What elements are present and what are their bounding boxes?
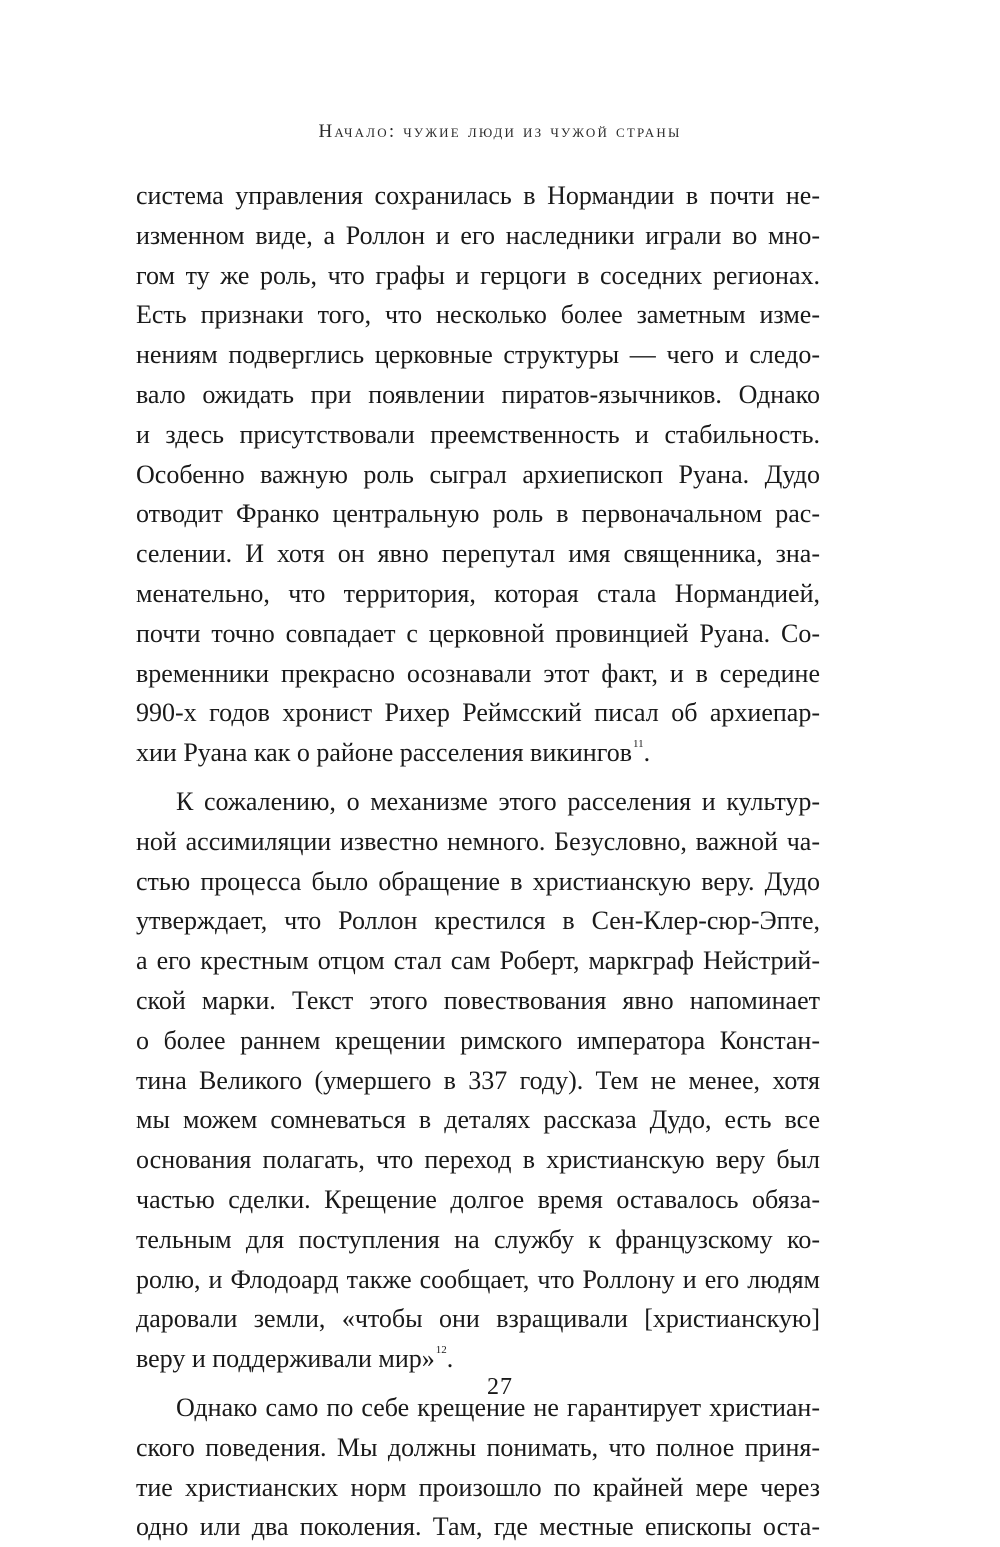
paragraph (136, 1388, 820, 1547)
text-line: нениям подверглись церковные структуры — чего и следо- (136, 340, 820, 370)
line-text: хии Руана как о районе расселения викингов (136, 738, 632, 768)
page-number: 27 (487, 1374, 513, 1400)
text-line (136, 1339, 820, 1379)
text-line: ной ассимиляции известно немного. Безусловно, важной ча- (136, 826, 820, 856)
line-text: веру и поддерживали мир» (136, 1344, 435, 1374)
text-line: даровали земли, «чтобы они взращивали [христианскую] (136, 1304, 820, 1334)
text-line: тие христианских норм произошло по крайней мере через (136, 1472, 820, 1502)
text-line: стью процесса было обращение в христианскую веру. Дудо (136, 866, 820, 896)
text-line: а его крестным отцом стал сам Роберт, маркграф Нейстрий- (136, 946, 820, 976)
text-line: основания полагать, что переход в христианскую веру был (136, 1145, 820, 1175)
text-line: гом ту же роль, что графы и герцоги в соседних регионах. (136, 260, 820, 290)
body-text (136, 176, 820, 1547)
text-line: ской марки. Текст этого повествования явно напоминает (136, 985, 820, 1015)
text-line: селении. И хотя он явно перепутал имя священника, зна- (136, 539, 820, 569)
text-line: ского поведения. Мы должны понимать, что полное приня- (136, 1432, 820, 1462)
line-tail: . (446, 1344, 454, 1374)
text-line: временники прекрасно осознавали этот факт, и в середине (136, 658, 820, 688)
text-line: частью сделки. Крещение долгое время оставалось обяза- (136, 1184, 820, 1214)
text-line: мы можем сомневаться в деталях рассказа Дудо, есть все (136, 1105, 820, 1135)
text-line: Однако само по себе крещение не гарантирует христиан- (176, 1392, 820, 1422)
footnote-marker[interactable]: 11 (632, 738, 644, 751)
line-tail: . (643, 738, 651, 768)
text-line: вало ожидать при появлении пиратов-язычников. Однако (136, 379, 820, 409)
text-line: тина Великого (умершего в 337 году). Тем не менее, хотя (136, 1065, 820, 1095)
text-line: утверждает, что Роллон крестился в Сен-Клер-сюр-Эпте, (136, 906, 820, 936)
paragraph (136, 176, 820, 773)
text-line: изменном виде, а Роллон и его наследники играли во мно- (136, 220, 820, 250)
text-line: ролю, и Флодоард также сообщает, что Роллону и его людям (136, 1264, 820, 1294)
text-line (136, 733, 820, 773)
paragraph (136, 782, 820, 1379)
text-line: менательно, что территория, которая стала Нормандией, (136, 578, 820, 608)
text-line: 990-х годов хронист Рихер Реймсский писал об архиепар- (136, 698, 820, 728)
text-line: Особенно важную роль сыграл архиепископ Руана. Дудо (136, 459, 820, 489)
text-line: одно или два поколения. Там, где местные епископы оста- (136, 1512, 820, 1542)
text-line: Есть признаки того, что несколько более заметным изме- (136, 300, 820, 330)
text-line: почти точно совпадает с церковной провинцией Руана. Со- (136, 618, 820, 648)
running-head-title: Начало: чужие люди из чужой страны (318, 121, 682, 142)
text-line: и здесь присутствовали преемственность и стабильность. (136, 419, 820, 449)
text-line: К сожалению, о механизме этого расселения и культур- (176, 786, 820, 816)
text-line: отводит Франко центральную роль в первоначальном рас- (136, 499, 820, 529)
text-line: о более раннем крещении римского императора Констан- (136, 1025, 820, 1055)
text-line: тельным для поступления на службу к французскому ко- (136, 1224, 820, 1254)
text-line: система управления сохранилась в Нормандии в почти не- (136, 181, 820, 210)
footnote-marker[interactable]: 12 (435, 1344, 447, 1357)
